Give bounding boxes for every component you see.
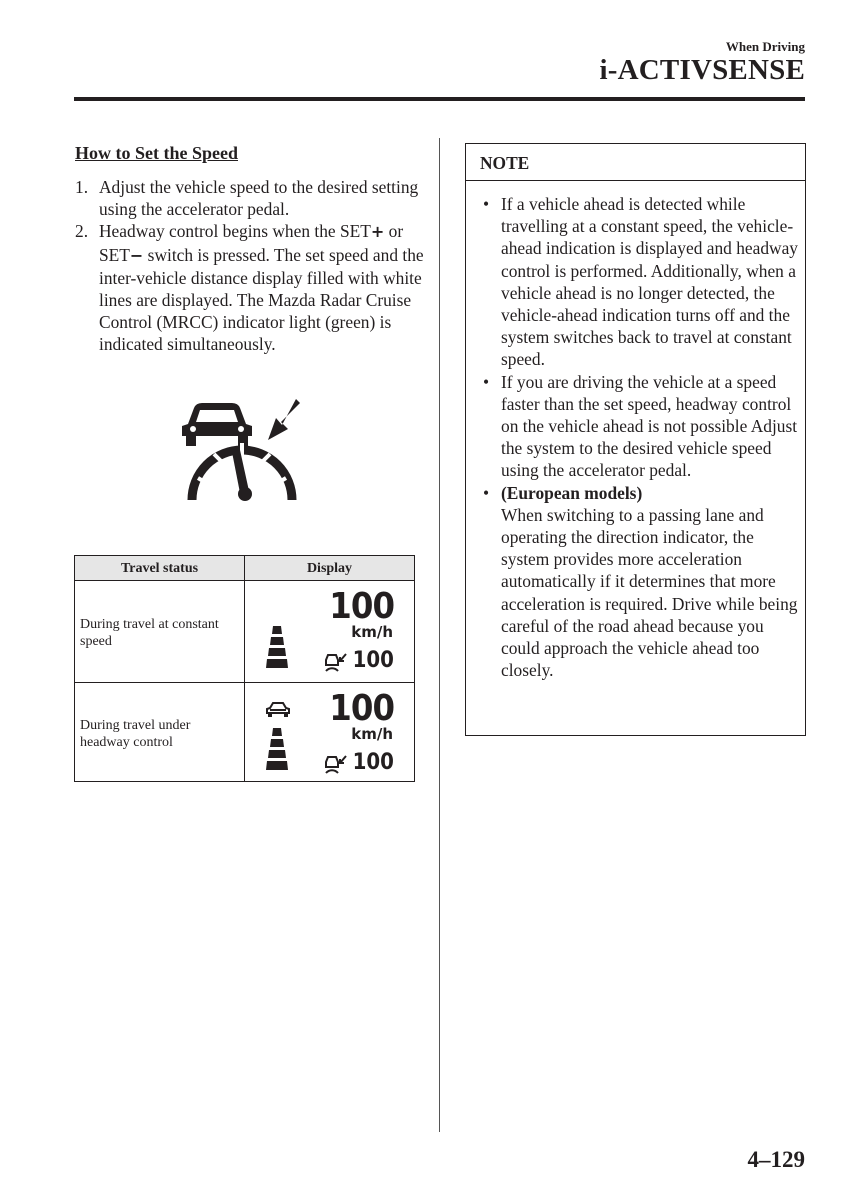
- display-cell: [245, 683, 414, 783]
- inter-vehicle-distance-icon: [265, 626, 289, 668]
- note-title: NOTE: [480, 153, 530, 173]
- display-cell: [245, 581, 414, 681]
- section-label: When Driving: [725, 39, 805, 54]
- note-item: [478, 193, 800, 371]
- page-title: i-ACTIVSENSE: [599, 54, 805, 86]
- speed-unit: km/h: [351, 725, 393, 743]
- mrcc-set-speed-icon: [324, 652, 348, 672]
- speed-unit: km/h: [351, 623, 393, 641]
- set-speed-readout: 100: [352, 750, 394, 775]
- travel-status-cell: During travel at constant speed: [80, 617, 219, 649]
- bullet: •: [483, 194, 490, 214]
- bullet: •: [483, 482, 490, 503]
- section-heading: How to Set the Speed: [75, 143, 238, 163]
- note-header: [466, 144, 805, 181]
- column-header-display: Display: [306, 561, 353, 576]
- note-text: If you are driving the vehicle at a speed faster than the set speed, headway control on the vehicle ahead is not possible Adjust the system to the desired vehicle speed using the accelerator pedal.: [501, 371, 798, 481]
- inter-vehicle-distance-icon: [265, 728, 289, 770]
- step-text: or SET: [99, 221, 404, 265]
- note-list: [478, 193, 800, 681]
- page-number: 4–129: [747, 1147, 805, 1172]
- travel-status-table: [74, 555, 415, 782]
- set-plus-symbol: +: [370, 222, 385, 242]
- step-text: Headway control begins when the SET: [99, 221, 371, 242]
- note-text: When switching to a passing lane and operating the direction indicator, the system provides more acceleration automatically if it determines that more acceleration is required. Drive while being careful of the road ahead because you could approach the vehicle ahead too closely.: [501, 504, 798, 681]
- note-text: If a vehicle ahead is detected while travelling at a constant speed, the vehicle-ahead indication is displayed and headway control is performed. Additionally, when a vehicle ahead is no longer detected, the vehicle-ahead indication turns off and the system switches back to travel at constant speed.: [501, 194, 798, 370]
- mrcc-indicator-icon: [178, 396, 302, 506]
- column-header-travel-status: Travel status: [120, 561, 199, 576]
- step-number: 2.: [75, 221, 89, 242]
- set-minus-symbol: −: [129, 245, 144, 265]
- step-text: switch is pressed. The set speed and the inter-vehicle distance display filled with white lines are displayed. The Mazda Radar Cruise Control (MRCC) indicator light (green) is indicated simultaneously.: [99, 244, 424, 355]
- mrcc-set-speed-icon: [324, 754, 348, 774]
- step-text: Adjust the vehicle speed to the desired setting using the accelerator pedal.: [99, 177, 419, 220]
- bullet: •: [483, 371, 490, 392]
- speed-readout: 100: [329, 586, 394, 627]
- travel-status-cell: During travel under headway control: [80, 718, 191, 750]
- steps-list: [75, 176, 425, 356]
- header-rule: [74, 97, 805, 101]
- column-divider: [439, 138, 440, 1132]
- note-item: [478, 482, 800, 682]
- note-item: [478, 371, 800, 482]
- step-number: 1.: [75, 177, 89, 197]
- vehicle-ahead-icon: [265, 701, 291, 719]
- step-1: [75, 176, 425, 220]
- speed-readout: 100: [329, 688, 394, 729]
- note-box: [465, 143, 806, 736]
- note-subheading: (European models): [501, 482, 643, 503]
- step-2: [75, 220, 425, 355]
- set-speed-readout: 100: [352, 648, 394, 673]
